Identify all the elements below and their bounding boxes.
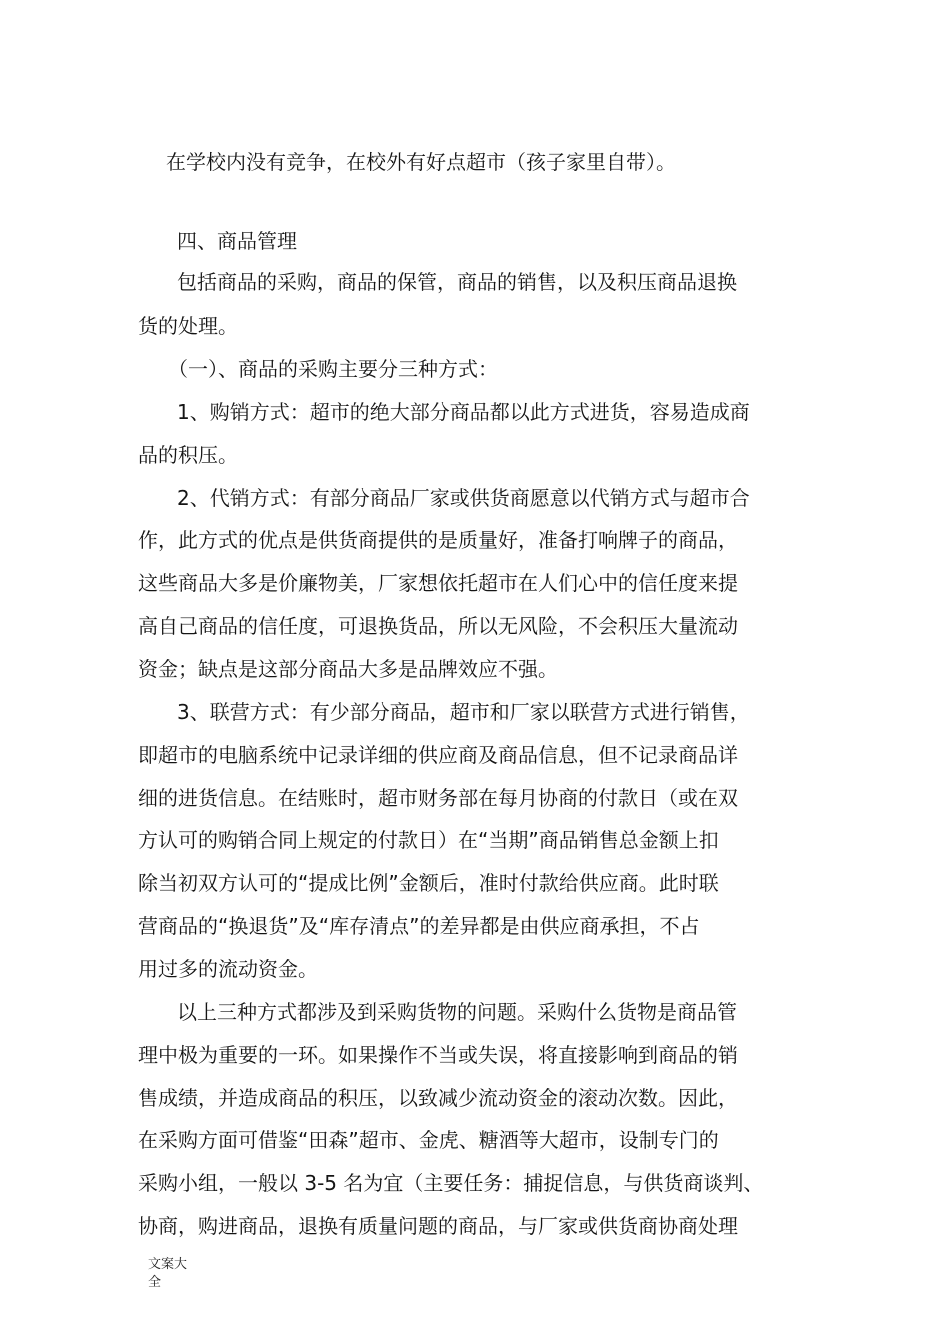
text-line-24: 采购小组，一般以 3-5 名为宜（主要任务：捕捉信息，与供货商谈判、 bbox=[138, 1171, 764, 1195]
text-line-10: 这些商品大多是价廉物美，厂家想依托超市在人们心中的信任度来提 bbox=[138, 571, 738, 595]
text-line-16: 方认可的购销合同上规定的付款日）在“当期”商品销售总金额上扣 bbox=[138, 828, 719, 852]
text-line-15: 细的进货信息。在结账时，超市财务部在每月协商的付款日（或在双 bbox=[138, 786, 738, 810]
text-line-21: 理中极为重要的一环。如果操作不当或失误，将直接影响到商品的销 bbox=[138, 1043, 738, 1067]
text-line-11: 高自己商品的信任度，可退换货品，所以无风险，不会积压大量流动 bbox=[138, 614, 738, 638]
text-line-19: 用过多的流动资金。 bbox=[138, 957, 318, 981]
text-line-20: 以上三种方式都涉及到采购货物的问题。采购什么货物是商品管 bbox=[177, 1000, 737, 1024]
text-line-12: 资金；缺点是这部分商品大多是品牌效应不强。 bbox=[138, 657, 558, 681]
text-line-17: 除当初双方认可的“提成比例”金额后，准时付款给供应商。此时联 bbox=[138, 871, 719, 895]
text-line-6: 1、购销方式：超市的绝大部分商品都以此方式进货，容易造成商 bbox=[177, 400, 750, 424]
text-line-13: 3、联营方式：有少部分商品，超市和厂家以联营方式进行销售， bbox=[177, 700, 750, 724]
text-line-1: 在学校内没有竞争，在校外有好点超市（孩子家里自带）。 bbox=[166, 150, 676, 174]
section-heading: 四、商品管理 bbox=[177, 229, 297, 253]
subsection-heading: （一）、商品的采购主要分三种方式： bbox=[168, 357, 498, 381]
text-line-22: 售成绩，并造成商品的积压，以致减少流动资金的滚动次数。因此， bbox=[138, 1086, 738, 1110]
text-line-4: 货的处理。 bbox=[138, 314, 238, 338]
text-line-25: 协商，购进商品，退换有质量问题的商品，与厂家或供货商协商处理 bbox=[138, 1214, 738, 1238]
text-line-3: 包括商品的采购，商品的保管，商品的销售，以及积压商品退换 bbox=[177, 270, 737, 294]
text-line-18: 营商品的“换退货”及“库存清点”的差异都是由供应商承担，不占 bbox=[138, 914, 700, 938]
text-line-9: 作，此方式的优点是供货商提供的是质量好，准备打响牌子的商品， bbox=[138, 528, 738, 552]
text-line-23: 在采购方面可借鉴“田森”超市、金虎、糖酒等大超市，设制专门的 bbox=[138, 1128, 719, 1152]
footer-label: 文案大全 bbox=[148, 1257, 188, 1290]
text-line-14: 即超市的电脑系统中记录详细的供应商及商品信息，但不记录商品详 bbox=[138, 743, 738, 767]
text-line-8: 2、代销方式：有部分商品厂家或供货商愿意以代销方式与超市合 bbox=[177, 486, 750, 510]
text-line-7: 品的积压。 bbox=[138, 443, 238, 467]
